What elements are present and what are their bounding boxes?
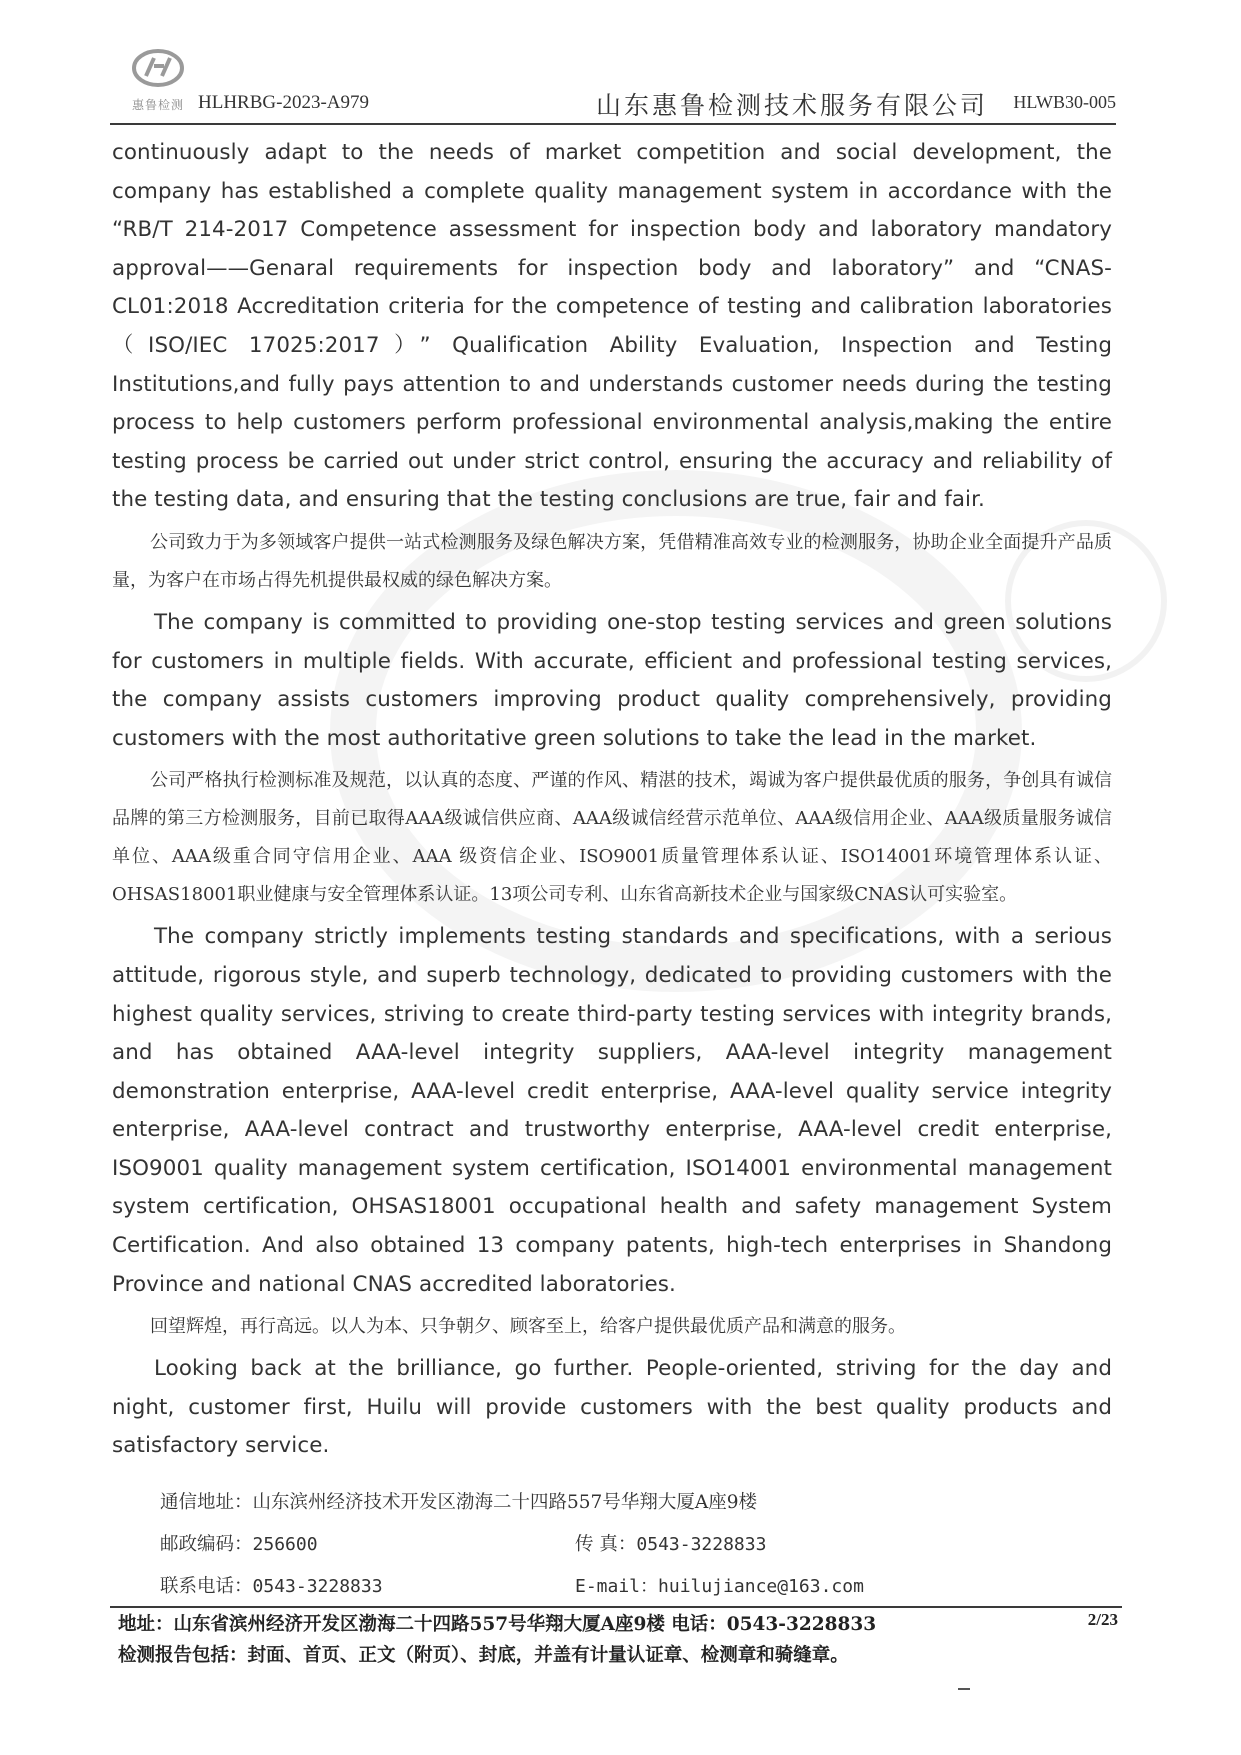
page-number: 2/23 — [1087, 1610, 1118, 1629]
footer-note: 检测报告包括：封面、首页、正文（附页）、封底，并盖有计量认证章、检测章和骑缝章。 — [118, 1645, 849, 1666]
paragraph-one-stop-zh: 公司致力于为多领域客户提供一站式检测服务及绿色解决方案，凭借精准高效专业的检测服务，协助企业全面提升产品质量，为客户在市场占得先机提供最权威的绿色解决方案。 — [112, 531, 1112, 591]
contact-address-row — [160, 1488, 1120, 1514]
contact-phone-row — [160, 1572, 1120, 1598]
document-body — [112, 134, 1112, 1466]
postcode-value: 256600 — [252, 1534, 318, 1555]
fax-label: 传 真： — [575, 1534, 637, 1555]
phone-label: 联系电话： — [160, 1576, 253, 1597]
company-logo — [118, 44, 198, 122]
postcode-label: 邮政编码： — [160, 1534, 253, 1555]
scan-mark — [958, 1688, 970, 1690]
address-label: 通信地址： — [160, 1492, 253, 1513]
paragraph-quality-system-en: continuously adapt to the needs of market competition and social development, the company has established a complete quality management system in accordance with the “RB/T 214-2017 Competence assessment for inspection body and laboratory mandatory approval——Genaral requirements for inspection body and laboratory” and “CNAS-CL01:2018 Accreditation criteria for the competence of testing and calibration laboratories（ISO/IEC 17025:2017）” Qualification Ability Evaluation, Inspection and Testing Institutions,and fully pays attention to and understands customer needs during the testing process to help customers perform professional environmental analysis,making the entire testing process be carried out under strict control, ensuring the accuracy and reliability of the testing data, and ensuring that the testing conclusions are true, fair and fair. — [112, 140, 1112, 513]
report-number: HLHRBG-2023-A979 — [198, 92, 369, 113]
footer-divider — [110, 1606, 1122, 1608]
email-label: E-mail： — [575, 1576, 659, 1597]
logo-text: 惠鲁检测 — [131, 98, 184, 112]
paragraph-standards-en: The company strictly implements testing standards and specifications, with a serious attitude, rigorous style, and superb technology, dedicated to providing customers with the highest quality services, striving to create third-party testing services with integrity brands, and has obtained AAA-level integrity suppliers, AAA-level integrity management demonstration enterprise, AAA-level credit enterprise, AAA-level quality service integrity enterprise, AAA-level contract and trustworthy enterprise, AAA-level credit enterprise, ISO9001 quality management system certification, ISO14001 environmental management system certification, OHSAS18001 occupational health and safety management System Certification. And also obtained 13 company patents, high-tech enterprises in Shandong Province and national CNAS accredited laboratories. — [112, 924, 1112, 1297]
phone-value: 0543-3228833 — [252, 1576, 383, 1597]
header-divider — [110, 123, 1116, 125]
paragraph-looking-back-en: Looking back at the brilliance, go further. People-oriented, striving for the day and night, customer first, Huilu will provide customers with the best quality products and satisfactory service. — [112, 1356, 1112, 1459]
footer-note-line — [118, 1641, 1118, 1667]
address-value: 山东滨州经济技术开发区渤海二十四路557号华翔大厦A座9楼 — [252, 1492, 757, 1513]
fax-value: 0543-3228833 — [636, 1534, 767, 1555]
paragraph-one-stop-en: The company is committed to providing one-stop testing services and green solutions for customers in multiple fields. With accurate, efficient and professional testing services, the company assists customers improving product quality comprehensively, providing customers with the most authoritative green solutions to take the lead in the market. — [112, 609, 1112, 751]
logo-emblem-icon — [128, 44, 188, 96]
footer-address-line — [118, 1610, 1118, 1636]
form-number: HLWB30-005 — [1013, 92, 1116, 112]
paragraph-looking-back-zh: 回望辉煌，再行高远。以人为本、只争朝夕、顾客至上，给客户提供最优质产品和满意的服务。 — [150, 1316, 906, 1338]
contact-postcode-row — [160, 1530, 1120, 1556]
paragraph-standards-zh: 公司严格执行检测标准及规范，以认真的态度、严谨的作风、精湛的技术，竭诚为客户提供最优质的服务，争创具有诚信品牌的第三方检测服务，目前已取得AAA级诚信供应商、AAA级诚信经营示范单位、AAA级信用企业、AAA级质量服务诚信单位、AAA级重合同守信用企业、AAA 级资信企业、ISO9001质量管理体系认证、ISO14001环境管理体系认证、OHSAS18001职业健康与安全管理体系认证。13项公司专利、山东省高新技术企业与国家级CNAS认可实验室。 — [112, 770, 1112, 906]
email-value[interactable]: huilujiance@163.com — [658, 1576, 864, 1597]
company-name: 山东惠鲁检测技术服务有限公司 — [595, 91, 988, 120]
footer-address: 地址：山东省滨州经济开发区渤海二十四路557号华翔大厦A座9楼 电话：0543-3228833 — [118, 1614, 877, 1635]
page-header — [110, 44, 1116, 122]
